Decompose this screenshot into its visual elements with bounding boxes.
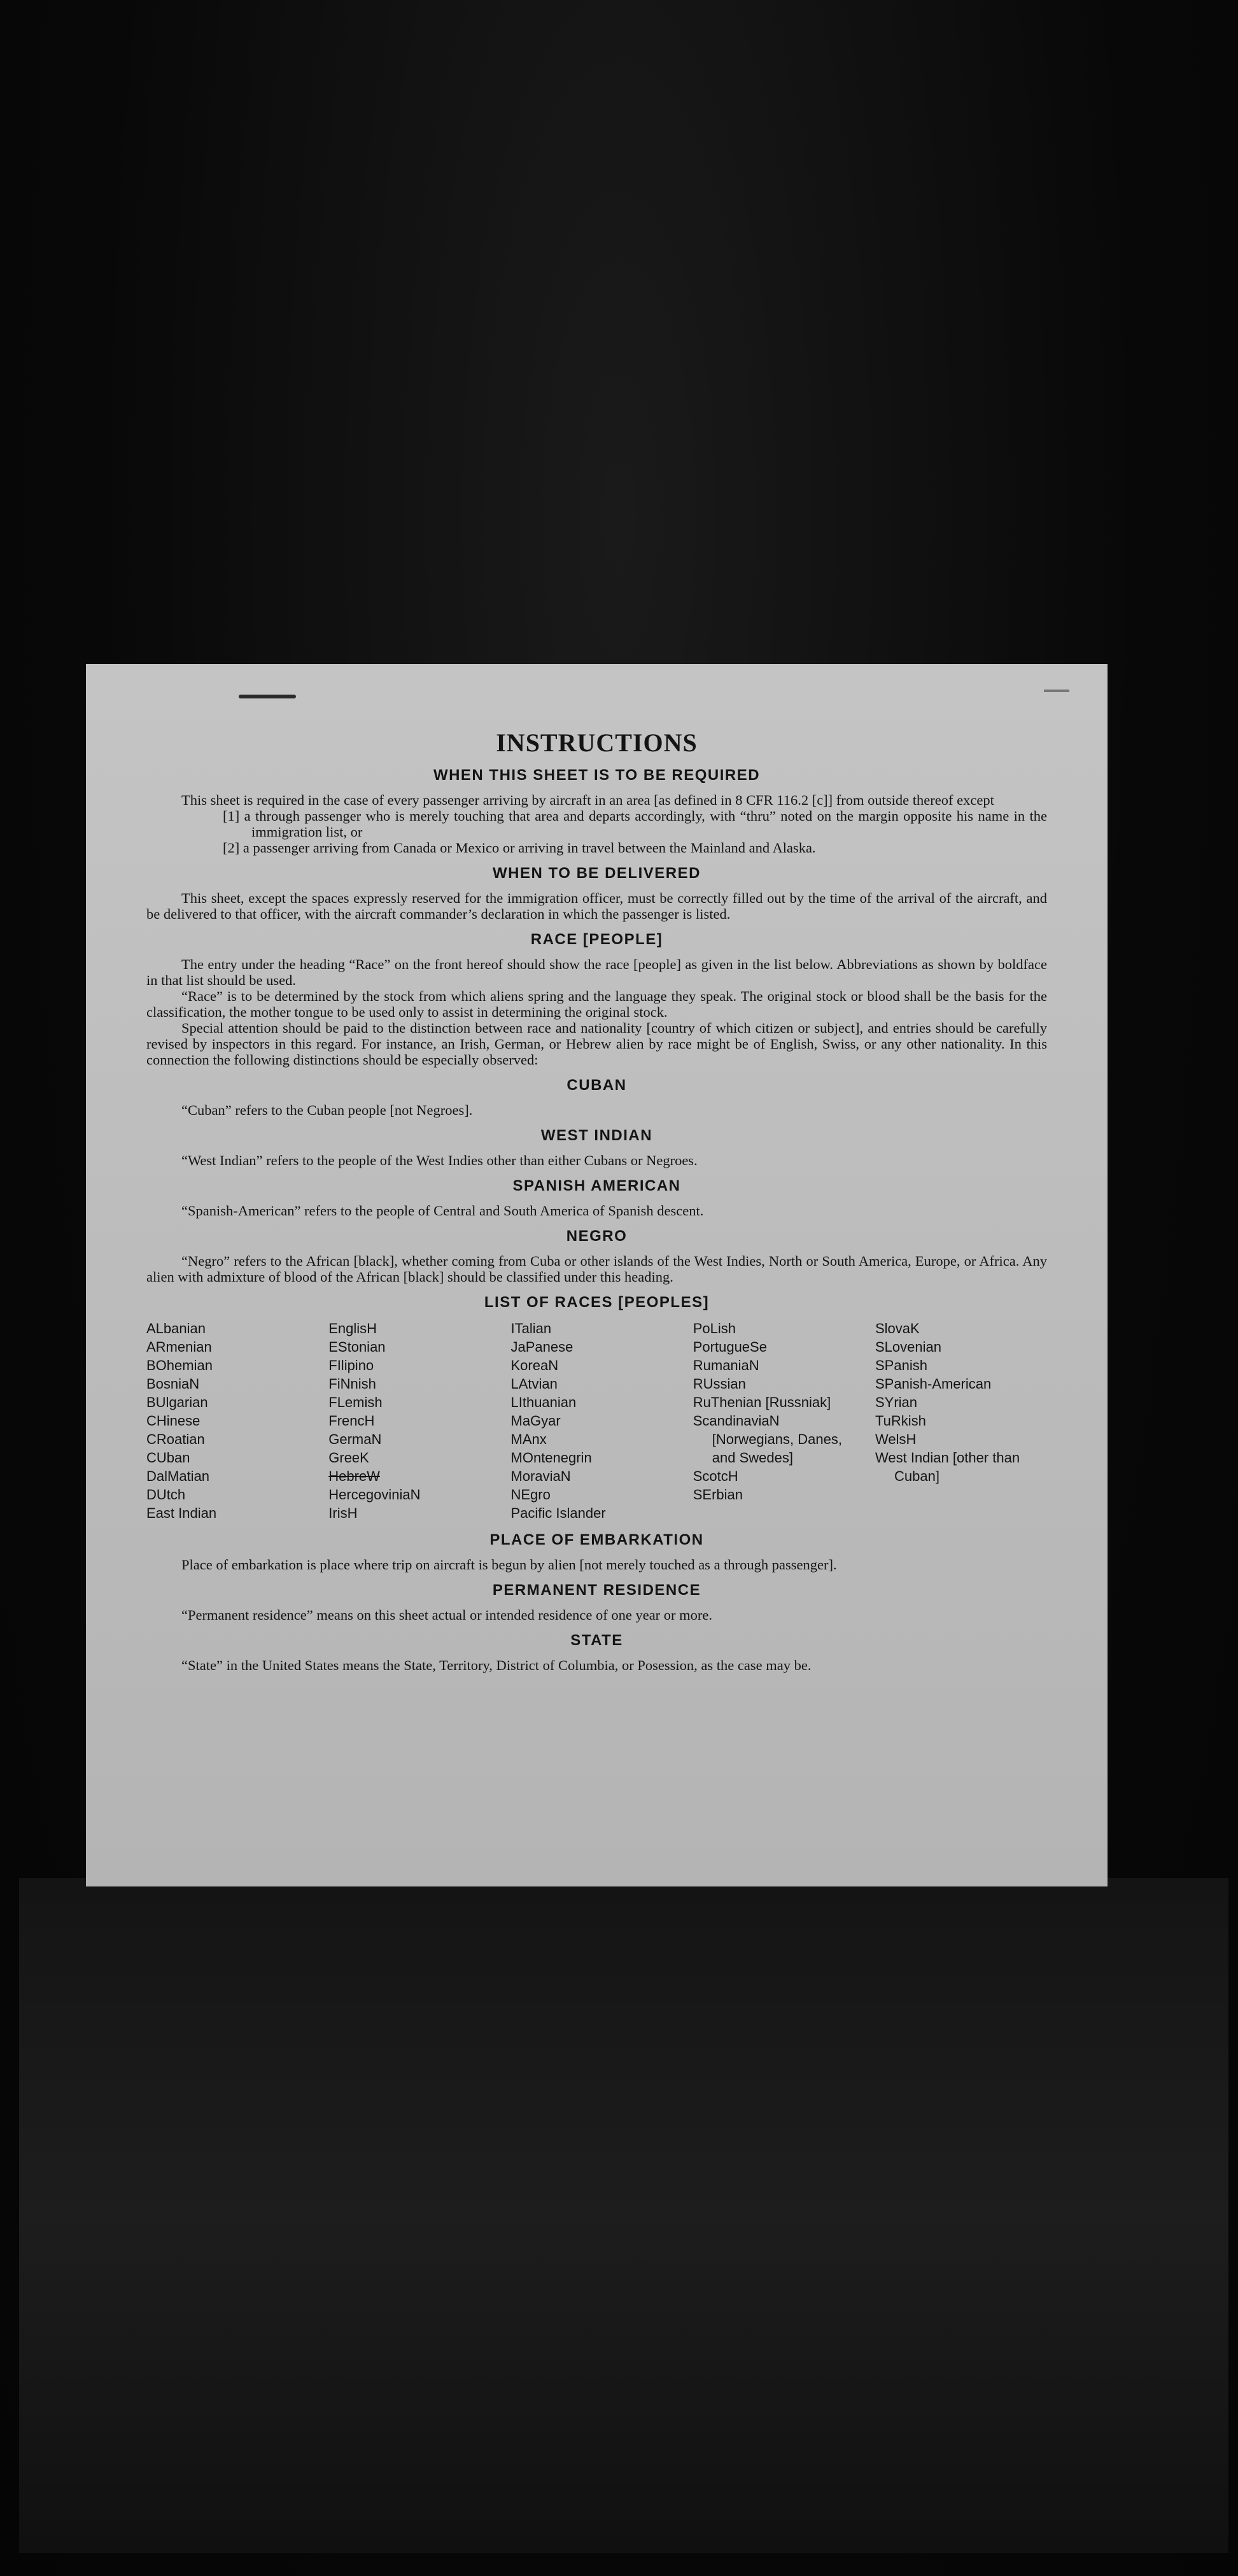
race-entry: ALbanian [146,1320,206,1336]
race-entry: IrisH [328,1505,358,1521]
section-heading: STATE [570,1632,623,1649]
race-entry: SPanish [875,1357,927,1373]
races-list [146,1319,1047,1522]
section-paragraph: Special attention should be paid to the distinction between race and nationality [country of which citizen or subject], and entries should be carefully revised by inspectors in this regard. For instance, an Irish, German, or Hebrew alien by race might be of English, Swiss, or any other nationality. In this connection the following distinctions should be especially observed: [146,1020,1047,1068]
section-paragraph: Place of embarkation is place where trip on aircraft is begun by alien [not merely touched as a through passenger]. [181,1557,837,1573]
race-entry: SPanish-American [875,1376,992,1392]
race-entry: MOntenegrin [510,1450,592,1466]
printer-mark [239,695,296,698]
race-entry: TuRkish [875,1413,926,1429]
race-entry: SErbian [693,1487,743,1503]
section-paragraph: “Cuban” refers to the Cuban people [not Negroes]. [181,1102,473,1118]
race-entry: DUtch [146,1487,186,1503]
section-heading: RACE [PEOPLE] [530,931,663,948]
race-entry: NEgro [510,1487,551,1503]
race-entry: SLovenian [875,1339,941,1355]
section-heading: WHEN TO BE DELIVERED [493,865,701,882]
race-entry: HercegoviniaN [328,1487,421,1503]
race-entry: FIlipino [328,1357,374,1373]
race-entry: DalMatian [146,1468,210,1484]
race-entry: BosniaN [146,1376,200,1392]
section-paragraph: “Race” is to be determined by the stock from which aliens spring and the language they speak. The original stock or blood shall be the basis for the classification, the mother tongue to be used only to assist in determining the original stock. [146,988,1047,1020]
section-paragraph: This sheet, except the spaces expressly reserved for the immigration officer, must be correctly filled out by the time of the arrival of the aircraft, and be delivered to that officer, with the aircraft commander’s declaration in which the passenger is listed. [146,890,1047,922]
race-entry: FiNnish [328,1376,376,1392]
race-entry: LAtvian [510,1376,558,1392]
section-paragraph: “Negro” refers to the African [black], whether coming from Cuba or other islands of the West Indies, North or South America, Europe, or Africa. Any alien with admixture of blood of the African [black] should be classified under this heading. [146,1253,1047,1285]
race-entry: GermaN [328,1431,382,1447]
section-paragraph: “West Indian” refers to the people of the West Indies other than either Cubans or Negroes. [181,1152,698,1168]
race-entry-struck: HebreW [328,1468,380,1484]
races-column [511,1319,683,1522]
race-entry: PortugueSe [693,1339,767,1355]
section-heading: WEST INDIAN [540,1127,653,1144]
race-entry: ARmenian [146,1339,212,1355]
race-entry: MaGyar [510,1413,561,1429]
document-title: INSTRUCTIONS [496,728,698,757]
race-entry: Pacific Islander [510,1505,606,1521]
race-entry: ITalian [510,1320,552,1336]
races-column [328,1319,500,1522]
race-entry: ScotcH [693,1468,738,1484]
section-heading: WHEN THIS SHEET IS TO BE REQUIRED [433,767,761,784]
section-paragraph: “Permanent residence” means on this sheet actual or intended residence of one year or more. [181,1607,713,1623]
race-entry: CUban [146,1450,190,1466]
race-entry: SlovaK [875,1320,920,1336]
section-heading: NEGRO [566,1228,628,1245]
section-paragraph: “Spanish-American” refers to the people of Central and South America of Spanish descent. [181,1203,704,1219]
race-entry: GreeK [328,1450,369,1466]
scan-backing-board [19,1878,1228,2553]
race-entry: BOhemian [146,1357,213,1373]
races-heading: LIST OF RACES [PEOPLES] [484,1294,710,1311]
race-entry: SYrian [875,1394,918,1410]
section-heading: SPANISH AMERICAN [512,1177,681,1194]
race-entry: West Indian [other than Cuban] [875,1450,1020,1484]
race-entry: RUssian [693,1376,746,1392]
section-paragraph: “State” in the United States means the State, Territory, District of Columbia, or Posession, as the case may be. [181,1657,812,1673]
race-entry: ScandinaviaN [Norwegians, Danes, and Swedes] [693,1413,842,1466]
section-heading: PERMANENT RESIDENCE [492,1582,701,1599]
race-entry: MoraviaN [510,1468,571,1484]
section-paragraph: The entry under the heading “Race” on the front hereof should show the race [people] as given in the list below. Abbreviations as shown by boldface in that list should be used. [146,956,1047,988]
races-column [693,1319,865,1522]
race-entry: East Indian [146,1505,217,1521]
race-entry: LIthuanian [510,1394,577,1410]
section-heading: PLACE OF EMBARKATION [489,1531,704,1548]
bleed-through-mark [1044,690,1069,692]
race-entry: BUlgarian [146,1394,208,1410]
race-entry: CRoatian [146,1431,205,1447]
race-entry: RumaniaN [693,1357,759,1373]
race-entry: KoreaN [510,1357,559,1373]
section-paragraph: This sheet is required in the case of every passenger arriving by aircraft in an area [as defined in 8 CFR 116.2 [c]] from outside thereof except [181,792,994,808]
exception-item: [2] a passenger arriving from Canada or Mexico or arriving in travel between the Mainland and Alaska. [223,840,816,856]
race-entry: FLemish [328,1394,383,1410]
exception-item: [1] a through passenger who is merely touching that area and departs accordingly, with “thru” noted on the margin opposite his name in the immigration list, or [223,808,1047,840]
race-entry: PoLish [693,1320,736,1336]
race-entry: WelsH [875,1431,917,1447]
race-entry: EStonian [328,1339,386,1355]
race-entry: MAnx [510,1431,547,1447]
races-column [146,1319,318,1522]
section-heading: CUBAN [566,1077,627,1094]
races-column [875,1319,1047,1522]
race-entry: CHinese [146,1413,200,1429]
race-entry: JaPanese [510,1339,573,1355]
instruction-sheet [86,664,1108,1886]
race-entry: RuThenian [Russniak] [693,1394,831,1410]
race-entry: FrencH [328,1413,375,1429]
race-entry: EnglisH [328,1320,377,1336]
